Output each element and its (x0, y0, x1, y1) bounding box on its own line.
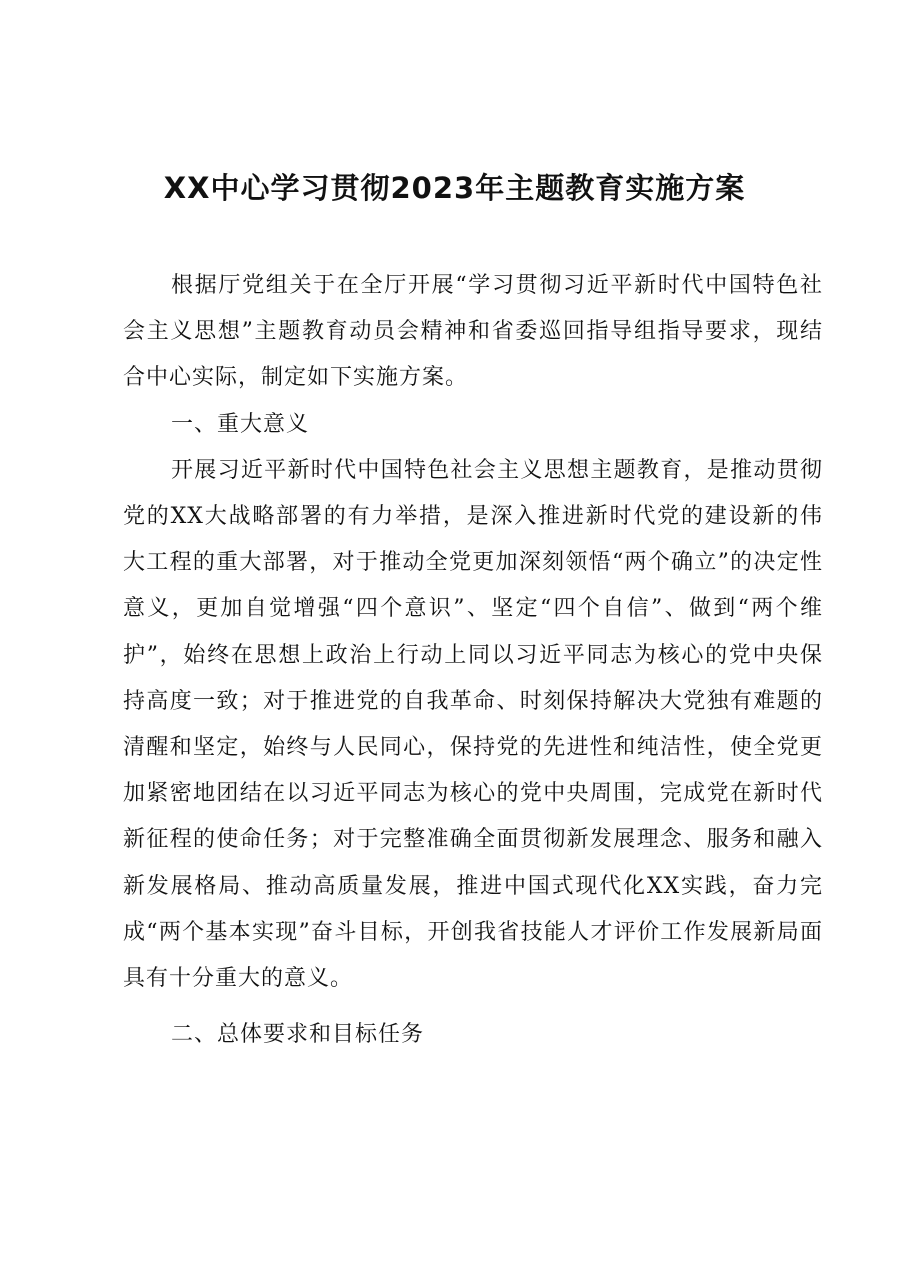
document-title: XX中心学习贯彻2023年主题教育实施方案 (163, 171, 746, 205)
document-body (123, 263, 823, 1058)
section-heading-1: 一、重大意义 (171, 411, 310, 437)
paragraph-gap (123, 1002, 823, 1012)
section-1-paragraph: 开展习近平新时代中国特色社会主义思想主题教育，是推动贯彻党的XX大战略部署的有力举措，是深入推进新时代党的建设新的伟大工程的重大部署，对于推动全党更加深刻领悟“两个确立”的决定性意义，更加自觉增强“四个意识”、坚定“四个自信”、做到“两个维护”，始终在思想上政治上行动上同以习近平同志为核心的党中央保持高度一致；对于推进党的自我革命、时刻保持解决大党独有难题的清醒和坚定，始终与人民同心，保持党的先进性和纯洁性，使全党更加紧密地团结在以习近平同志为核心的党中央周围，完成党在新时代新征程的使命任务；对于完整准确全面贯彻新发展理念、服务和融入新发展格局、推动高质量发展，推进中国式现代化XX实践，奋力完成“两个基本实现”奋斗目标，开创我省技能人才评价工作发展新局面具有十分重大的意义。 (123, 457, 823, 992)
section-heading-2: 二、总体要求和目标任务 (171, 1022, 425, 1048)
intro-paragraph: 根据厅党组关于在全厅开展“学习贯彻习近平新时代中国特色社会主义思想”主题教育动员会精神和省委巡回指导组指导要求，现结合中心实际，制定如下实施方案。 (123, 273, 823, 391)
